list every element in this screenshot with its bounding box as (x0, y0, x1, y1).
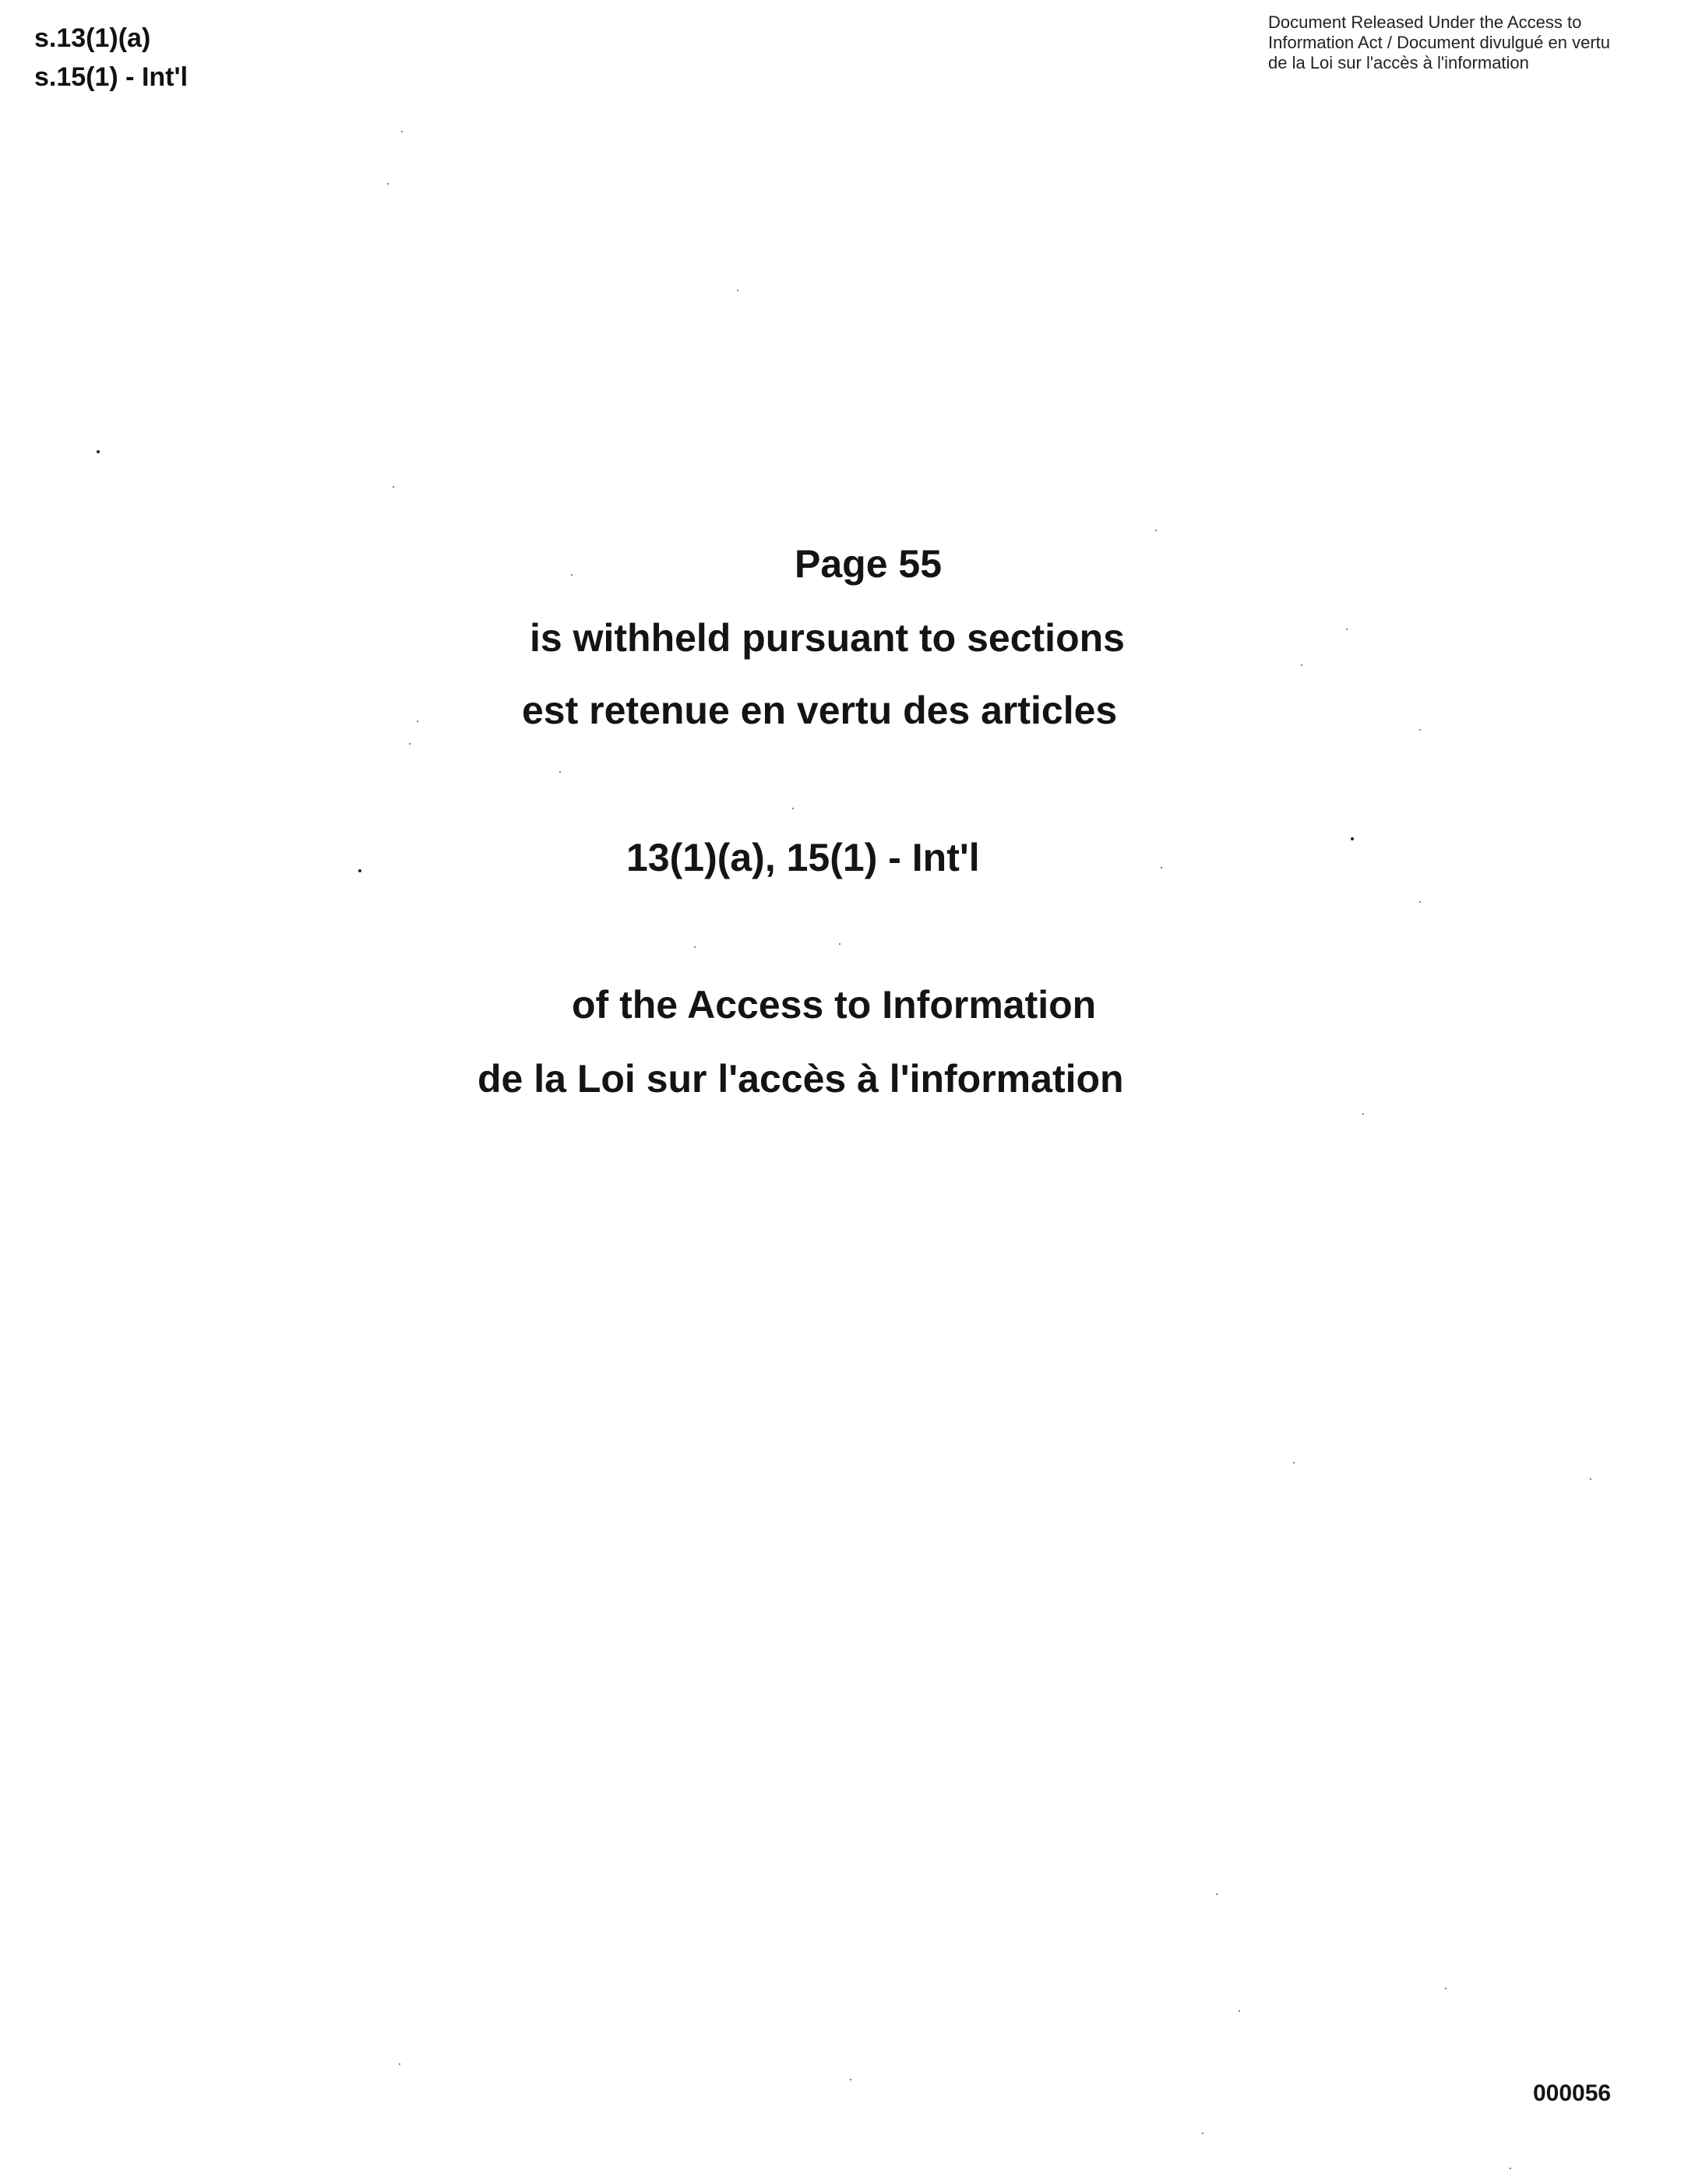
scan-speck (1216, 1893, 1218, 1895)
scan-speck (850, 2079, 851, 2080)
section-ref-secondary: s.15(1) - Int'l (34, 62, 189, 92)
withheld-statement-fr: est retenue en vertu des articles (522, 689, 1118, 732)
withheld-page-label: Page 55 (795, 542, 943, 586)
scan-speck (792, 808, 794, 809)
act-name-en: of the Access to Information (572, 983, 1097, 1027)
scan-speck (401, 131, 403, 132)
scan-speck (399, 2063, 400, 2065)
act-name-fr: de la Loi sur l'accès à l'information (478, 1057, 1124, 1101)
release-notice-line-2: Information Act / Document divulgué en vertu (1268, 33, 1611, 52)
scan-speck (417, 720, 418, 722)
release-notice-line-1: Document Released Under the Access to (1268, 12, 1582, 32)
section-ref-primary: s.13(1)(a) (34, 23, 151, 53)
scan-speck (1590, 1478, 1591, 1480)
scan-speck (1351, 837, 1354, 840)
scan-speck (839, 943, 840, 945)
scan-speck (737, 290, 738, 291)
scan-speck (387, 183, 389, 185)
scan-speck (1239, 2010, 1240, 2012)
scan-speck (1419, 901, 1421, 903)
scan-speck (1301, 664, 1302, 666)
scan-speck (1202, 2133, 1203, 2134)
scan-speck (571, 574, 573, 576)
release-notice-line-3: de la Loi sur l'accès à l'information (1268, 53, 1529, 72)
scan-speck (1362, 1113, 1364, 1115)
scan-speck (1419, 729, 1421, 731)
withheld-statement-en: is withheld pursuant to sections (530, 616, 1125, 660)
scan-speck (97, 450, 100, 453)
scan-speck (393, 486, 394, 488)
scan-speck (358, 869, 361, 872)
release-notice (1268, 12, 1673, 73)
scan-speck (1510, 2168, 1511, 2169)
scan-speck (1155, 530, 1157, 531)
scan-speck (1161, 867, 1162, 868)
section-references (34, 19, 188, 97)
scan-speck (694, 946, 696, 948)
scan-speck (1346, 629, 1348, 630)
scan-speck (409, 743, 411, 745)
scan-speck (1293, 1462, 1295, 1464)
scan-speck (559, 771, 561, 773)
withheld-sections: 13(1)(a), 15(1) - Int'l (626, 836, 980, 879)
scan-speck (1445, 1988, 1447, 1989)
page-number: 000056 (1533, 2080, 1612, 2106)
